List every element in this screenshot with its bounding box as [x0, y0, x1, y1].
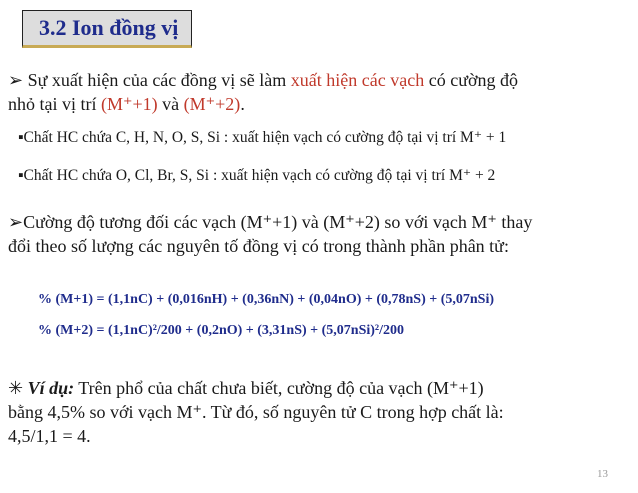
example-block: ✳ Ví dụ: Trên phổ của chất chưa biết, cường độ của vạch (M⁺+1) bằng 4,5% so với vạch M⁺. Từ đó, số nguyên tử C trong hợp chất là: 4,5/1,1 = 4. — [8, 378, 504, 446]
position-m2: (M⁺+2) — [183, 94, 241, 114]
formula-m-plus-1: % (M+1) = (1,1nC) + (0,016nH) + (0,36nN) + (0,04nO) + (0,78nS) + (5,07nSi) — [38, 292, 495, 307]
page-number: 13 — [597, 468, 608, 480]
position-m1: (M⁺+1) — [101, 94, 158, 114]
square-bullet-icon: ▪ — [18, 129, 24, 146]
square-bullet-icon: ▪ — [18, 167, 24, 184]
formula-m-plus-2: % (M+2) = (1,1nC)²/200 + (0,2nO) + (3,31nS) + (5,07nSi)²/200 — [38, 323, 405, 338]
asterisk-bullet-icon: ✳ — [8, 378, 24, 398]
arrow-bullet-icon: ➢ — [8, 212, 24, 232]
paragraph-relative-intensity: ➢Cường độ tương đối các vạch (M⁺+1) và (M⁺+2) so với vạch M⁺ thay đổi theo số lượng các nguyên tố đồng vị có trong thành phần phân tử: — [8, 212, 533, 256]
example-label: Ví dụ: — [27, 378, 75, 398]
sub-bullet-m2: ▪Chất HC chứa O, Cl, Br, S, Si : xuất hiện vạch có cường độ tại vị trí M⁺ + 2 — [18, 167, 496, 184]
sub-bullet-m1: ▪Chất HC chứa C, H, N, O, S, Si : xuất hiện vạch có cường độ tại vị trí M⁺ + 1 — [18, 129, 507, 146]
arrow-bullet-icon: ➢ — [8, 70, 24, 90]
slide-title: 3.2 Ion đồng vị — [22, 10, 192, 48]
highlight-lines: xuất hiện các vạch — [290, 70, 425, 90]
paragraph-isotope-appearance: ➢ Sự xuất hiện của các đồng vị sẽ làm xuất hiện các vạch có cường độ nhỏ tại vị trí (M⁺+1) và (M⁺+2). — [8, 70, 518, 114]
